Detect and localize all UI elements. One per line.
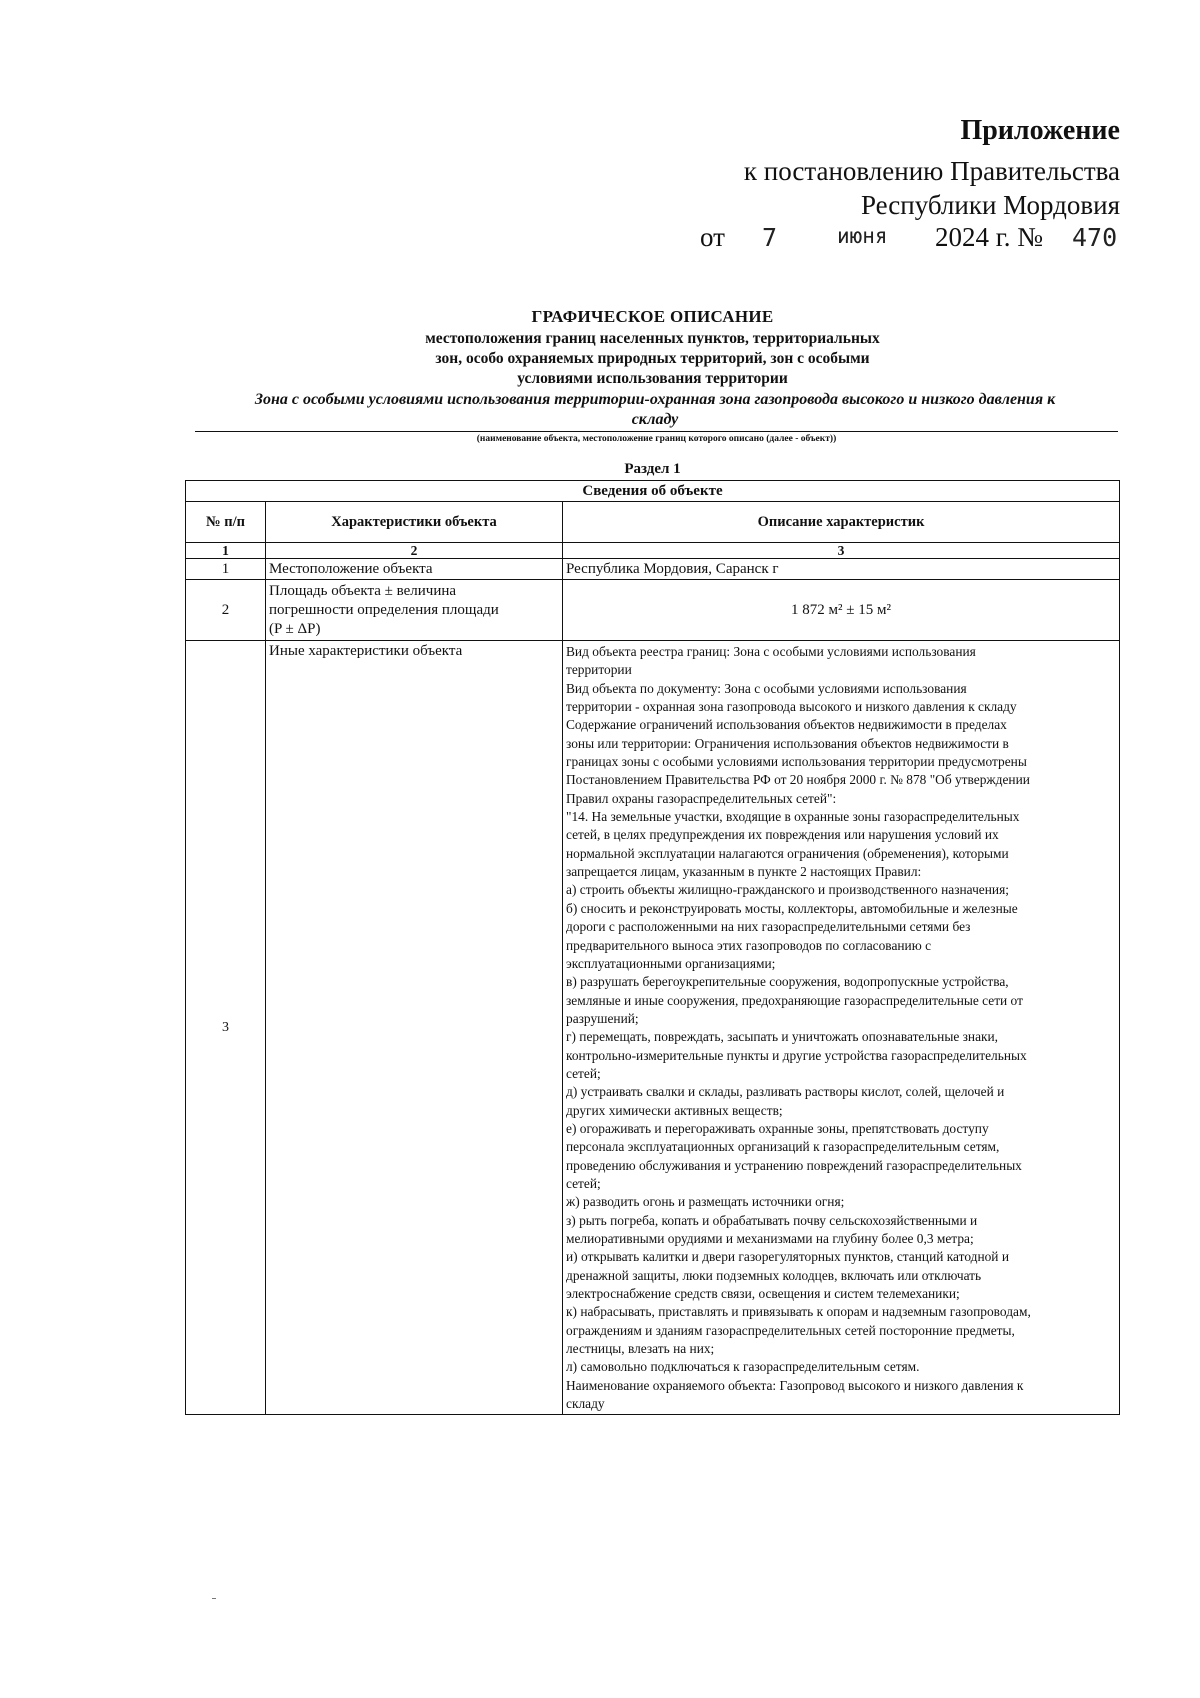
description-line: зоны или территории: Ограничения использования объектов недвижимости в (566, 735, 1009, 751)
table-row (186, 641, 1120, 1415)
appendix-title: Приложение (960, 115, 1120, 146)
subtitle-line: местоположения границ населенных пунктов, территориальных (425, 330, 880, 347)
description-line: земляные и иные сооружения, предохраняющие газораспределительные сети от (566, 992, 1023, 1008)
object-name-line: Зона с особыми условиями использования территории-охранная зона газопровода высокого и низкого давления к (254, 391, 1056, 408)
table-caption: Сведения об объекте (186, 481, 1120, 502)
subtitle-line: условиями использования территории (517, 370, 788, 387)
description-line: границах зоны с особыми условиями использования территории предусмотрены (566, 754, 1027, 770)
table-row (186, 559, 1120, 580)
description-line: ж) разводить огонь и размещать источники огня; (566, 1194, 845, 1210)
description-line: и) открывать калитки и двери газорегуляторных пунктов, станций катодной и (566, 1249, 1009, 1265)
description-line: складу (566, 1396, 605, 1412)
object-name (195, 390, 1115, 430)
description-line: Правил охраны газораспределительных сетей": (566, 790, 837, 806)
col-number-3: 3 (563, 543, 1120, 559)
object-name-caption: (наименование объекта, местоположение границ которого описано (далее - объект)) (476, 434, 837, 444)
appendix-line-1: к постановлению Правительства (743, 156, 1120, 186)
description-line: а) строить объекты жилищно-гражданского и производственного назначения; (566, 882, 1009, 898)
description-line: "14. На земельные участки, входящие в охранные зоны газораспределительных (566, 809, 1020, 825)
appendix-line-2: Республики Мордовия (860, 190, 1120, 220)
description-line: к) набрасывать, приставлять и привязывать к опорам и надземным газопроводам, (566, 1304, 1031, 1320)
date-month: июня (837, 224, 888, 248)
subtitle-line: зон, особо охраняемых природных территорий, зон с особыми (435, 350, 870, 367)
description-line: эксплуатационными организациями; (566, 955, 776, 971)
description-line: Вид объекта реестра границ: Зона с особыми условиями использования (566, 644, 976, 659)
row-number: 2 (186, 580, 266, 641)
col-header-number: № п/п (186, 502, 266, 543)
object-name-line: складу (631, 411, 679, 428)
document-number: 470 (1072, 223, 1118, 252)
description-line: л) самовольно подключаться к газораспределительным сетям. (566, 1359, 920, 1375)
description-line: нормальной эксплуатации налагаются ограничения (обременения), которыми (566, 845, 1009, 861)
description-line: территории (566, 662, 632, 678)
description-line: дренажной защиты, люки подземных колодцев, включать или отключать (566, 1267, 982, 1283)
description-line: дороги с расположенными на них газораспределительными сетями без (566, 919, 971, 935)
date-prefix: от (700, 222, 725, 252)
description-line: электроснабжение средств связи, освещения и систем телемеханики; (566, 1286, 960, 1302)
document-subtitle (185, 329, 1120, 389)
description-line: б) сносить и реконструировать мосты, коллекторы, автомобильные и железные (566, 900, 1018, 916)
description-line: Вид объекта по документу: Зона с особыми условиями использования (566, 680, 967, 696)
col-number-1: 1 (186, 543, 266, 559)
document-title: ГРАФИЧЕСКОЕ ОПИСАНИЕ (531, 307, 774, 326)
row-number: 1 (186, 559, 266, 580)
description-line: контрольно-измерительные пункты и другие устройства газораспределительных (566, 1047, 1027, 1063)
row-number: 3 (186, 641, 266, 1415)
description-line: разрушений; (566, 1010, 639, 1026)
row-description: 1 872 м² ± 15 м² (563, 580, 1120, 641)
description-line: сетей; (566, 1175, 601, 1191)
appendix-date (700, 222, 1130, 254)
scan-mark (212, 1598, 216, 1599)
description-line: е) огораживать и перегораживать охранные зоны, препятствовать доступу (566, 1120, 989, 1136)
description-line: территории - охранная зона газопровода высокого и низкого давления к складу (566, 699, 1017, 715)
row-description (563, 641, 1120, 1415)
characteristic-line: Площадь объекта ± величина (269, 582, 457, 599)
description-line: Содержание ограничений использования объектов недвижимости в пределах (566, 717, 1007, 733)
description-line: д) устраивать свалки и склады, разливать растворы кислот, солей, щелочей и (566, 1084, 1005, 1100)
col-number-2: 2 (266, 543, 563, 559)
characteristic-line: погрешности определения площади (269, 601, 499, 618)
characteristic-line: (P ± ΔP) (269, 620, 321, 637)
description-line: Наименование охраняемого объекта: Газопровод высокого и низкого давления к (566, 1377, 1024, 1393)
row-characteristic: Иные характеристики объекта (266, 641, 563, 1415)
row-characteristic (266, 580, 563, 641)
description-line: предварительного выноса этих газопроводов по согласованию с (566, 937, 932, 953)
description-line: Постановлением Правительства РФ от 20 ноября 2000 г. № 878 "Об утверждении (566, 772, 1030, 788)
row-description: Республика Мордовия, Саранск г (563, 559, 1120, 580)
description-line: мелиоративными орудиями и механизмами на глубину более 0,3 метра; (566, 1231, 974, 1246)
description-line: лестницы, влезать на них; (566, 1341, 715, 1357)
description-line: в) разрушать берегоукрепительные сооружения, водопропускные устройства, (566, 974, 1009, 990)
date-day: 7 (762, 223, 778, 252)
description-line: сетей, в целях предупреждения их повреждения или нарушения условий их (566, 827, 999, 843)
object-info-table (185, 480, 1120, 1415)
date-year: 2024 г. № (935, 222, 1044, 252)
description-line: запрещается лицам, указанным в пункте 2 настоящих Правил: (566, 864, 922, 880)
description-line: сетей; (566, 1065, 601, 1081)
col-header-characteristic: Характеристики объекта (266, 502, 563, 543)
col-header-description: Описание характеристик (563, 502, 1120, 543)
description-line: ограждениям и зданиям газораспределительных сетей посторонние предметы, (566, 1322, 1015, 1338)
table-row (186, 580, 1120, 641)
row-characteristic: Местоположение объекта (266, 559, 563, 580)
object-name-underline (195, 431, 1118, 432)
description-line: персонала эксплуатационных организаций к газораспределительным сетям, (566, 1139, 1000, 1155)
description-line: проведению обслуживания и устранению повреждений газораспределительных (566, 1157, 1022, 1173)
description-line: з) рыть погреба, копать и обрабатывать почву сельскохозяйственными и (566, 1212, 978, 1228)
description-line: г) перемещать, повреждать, засыпать и уничтожать опознавательные знаки, (566, 1029, 999, 1045)
section-title: Раздел 1 (624, 461, 681, 477)
description-line: других химически активных веществ; (566, 1102, 783, 1118)
